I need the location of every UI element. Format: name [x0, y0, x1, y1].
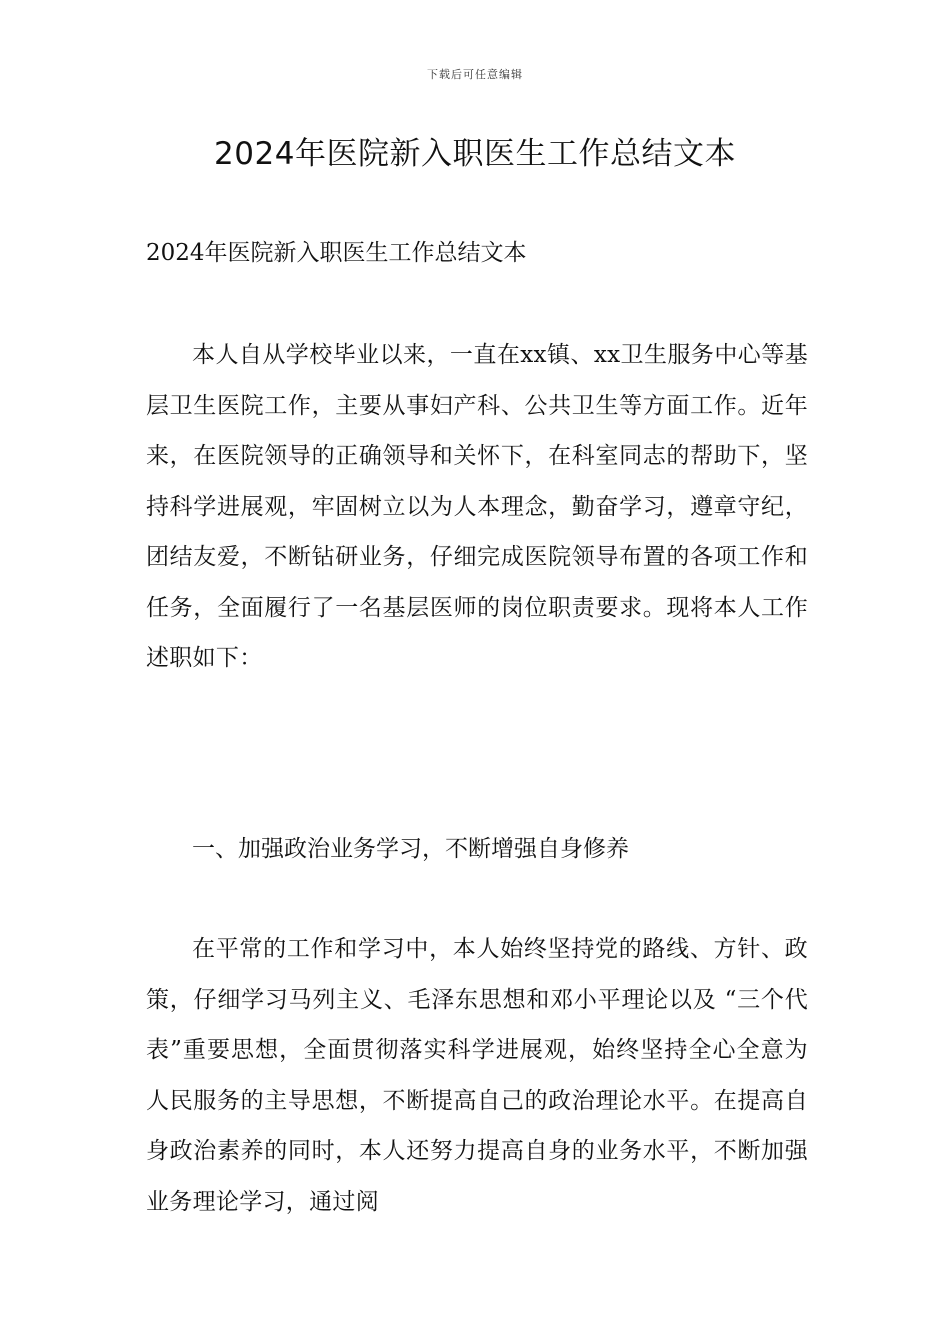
intro-paragraph: 本人自从学校毕业以来，一直在xx镇、xx卫生服务中心等基层卫生医院工作，主要从事妇产科、公共卫生等方面工作。近年来，在医院领导的正确领导和关怀下，在科室同志的帮助下，坚持科学进展观，牢固树立以为人本理念，勤奋学习，遵章守纪，团结友爱，不断钻研业务，仔细完成医院领导布置的各项工作和任务，全面履行了一名基层医师的岗位职责要求。现将本人工作述职如下：	[146, 342, 808, 671]
header-note: 下载后可任意编辑	[427, 68, 523, 81]
section-heading-1: 一、加强政治业务学习，不断增强自身修养	[192, 836, 629, 862]
document-title: 2024年医院新入职医生工作总结文本	[214, 136, 736, 172]
section-1-paragraph: 在平常的工作和学习中，本人始终坚持党的路线、方针、政策，仔细学习马列主义、毛泽东思想和邓小平理论以及 “三个代表”重要思想，全面贯彻落实科学进展观，始终坚持全心全意为人民服务的主导思想，不断提高自己的政治理论水平。在提高自身政治素养的同时，本人还努力提高自身的业务水平，不断加强业务理论学习，通过阅	[146, 936, 808, 1215]
document-subtitle: 2024年医院新入职医生工作总结文本	[146, 240, 527, 266]
